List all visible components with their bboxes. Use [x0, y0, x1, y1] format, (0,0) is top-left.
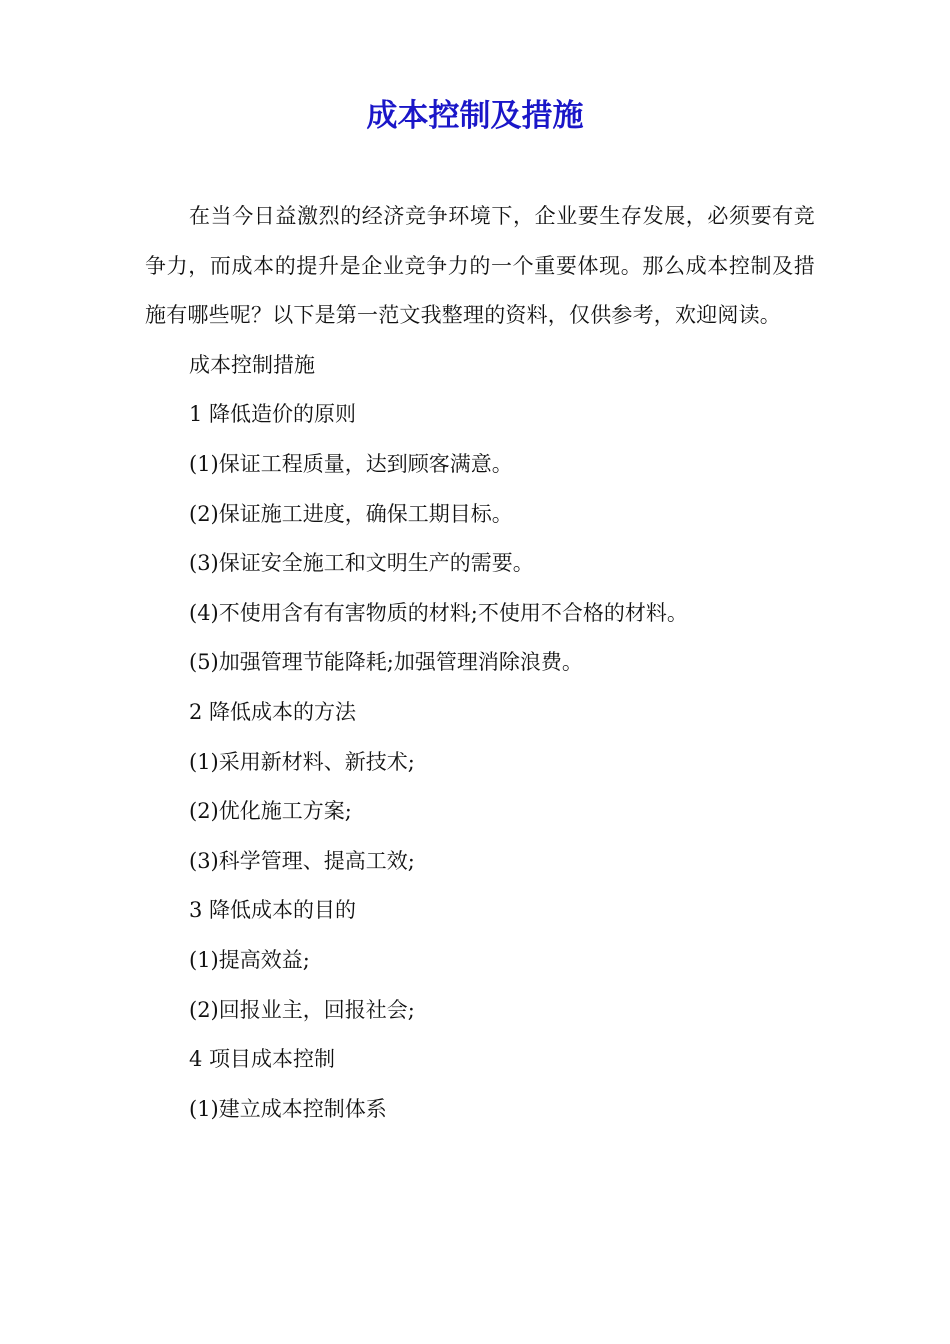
list-item: (1)保证工程质量，达到顾客满意。 [189, 451, 513, 476]
subsection-heading: 4 项目成本控制 [189, 1047, 336, 1072]
list-item: (1)建立成本控制体系 [189, 1096, 387, 1121]
list-item: (5)加强管理节能降耗;加强管理消除浪费。 [189, 650, 583, 675]
subsection-heading: 1 降低造价的原则 [189, 402, 357, 427]
section-heading: 成本控制措施 [189, 352, 315, 377]
list-item: (1)采用新材料、新技术; [189, 749, 415, 774]
list-item: (2)优化施工方案; [189, 799, 352, 824]
document-body [145, 192, 815, 1134]
list-item: (3)科学管理、提高工效; [189, 848, 415, 873]
intro-paragraph: 在当今日益激烈的经济竞争环境下，企业要生存发展，必须要有竞争力，而成本的提升是企业竞争力的一个重要体现。那么成本控制及措施有哪些呢？以下是第一范文我整理的资料，仅供参考，欢迎阅读。 [145, 204, 815, 328]
list-item: (2)回报业主，回报社会; [189, 997, 415, 1022]
subsection-heading: 3 降低成本的目的 [189, 898, 357, 923]
subsection-heading: 2 降低成本的方法 [189, 699, 357, 724]
list-item: (4)不使用含有有害物质的材料;不使用不合格的材料。 [189, 600, 688, 625]
document-title: 成本控制及措施 [366, 98, 584, 134]
list-item: (2)保证施工进度，确保工期目标。 [189, 501, 513, 526]
list-item: (3)保证安全施工和文明生产的需要。 [189, 551, 534, 576]
list-item: (1)提高效益; [189, 947, 310, 972]
